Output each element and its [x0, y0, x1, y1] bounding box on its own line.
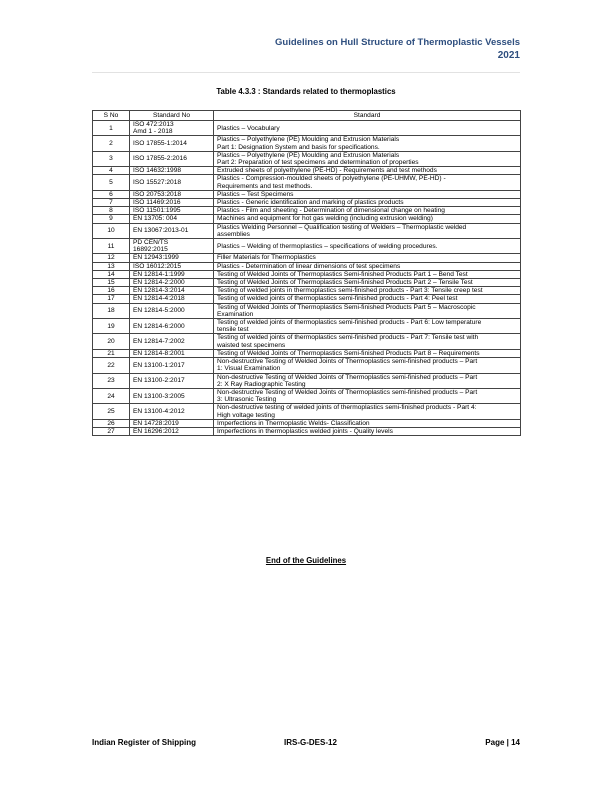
table-header-row: [93, 111, 521, 121]
standard-no-line: ISO 15527:2018: [133, 179, 182, 187]
cell-standard-title: [214, 279, 521, 287]
cell-sno: 13: [93, 262, 130, 270]
cell-sno: 10: [93, 223, 130, 238]
standard-title-line: Plastics - Compression-moulded sheets of polyethylene (PE-UHMW, PE-HD) -: [217, 175, 446, 183]
cell-standard-title: [214, 207, 521, 215]
cell-standard-title: [214, 388, 521, 403]
cell-standard-no: [130, 223, 214, 238]
column-header-sno: S No: [93, 111, 130, 121]
cell-standard-no: [130, 334, 214, 349]
standard-no-line: EN 13705: 004: [133, 215, 177, 223]
cell-standard-no: [130, 373, 214, 388]
standard-title-line: Testing of Welded Joints of Thermoplastics Semi-finished Products Part 8 – Requirements: [217, 349, 480, 357]
cell-standard-title: [214, 215, 521, 223]
cell-sno: 26: [93, 419, 130, 427]
standard-title-line: Testing of Welded Joints of Thermoplastics Semi-finished Products Part 1 – Bend Test: [217, 270, 468, 278]
standard-no-line: EN 13100-4:2012: [133, 407, 185, 415]
cell-standard-title: [214, 270, 521, 278]
standard-title-line: Testing of welded joints in thermoplastics semi-finished products - Part 3: Tensile creep test: [217, 287, 483, 295]
cell-standard-no: [130, 349, 214, 357]
table-row: [93, 270, 521, 278]
cell-standard-title: [214, 404, 521, 419]
standard-title-line: Plastics – Vocabulary: [217, 124, 280, 132]
standard-title-line: tensile test: [217, 326, 249, 334]
table-row: [93, 279, 521, 287]
cell-standard-no: [130, 303, 214, 318]
standard-title-line: waisted test specimens: [217, 341, 286, 349]
cell-sno: 9: [93, 215, 130, 223]
standard-title-line: Non-destructive testing of welded joints of thermoplastics semi-finished products - Part 4:: [217, 404, 477, 412]
standard-title-line: assemblies: [217, 230, 250, 238]
column-header-standard: Standard: [214, 111, 521, 121]
standard-title-line: Plastics Welding Personnel – Qualification testing of Welders – Thermoplastic welded: [217, 223, 467, 231]
table-row: [93, 254, 521, 262]
standard-no-line: EN 13100-1:2017: [133, 361, 185, 369]
cell-standard-no: [130, 215, 214, 223]
standard-no-line: EN 16296:2012: [133, 427, 179, 435]
cell-sno: 2: [93, 136, 130, 151]
table-row: [93, 207, 521, 215]
standard-title-line: Non-destructive Testing of Welded Joints of Thermoplastics semi-finished products – Part: [217, 358, 478, 366]
table-row: [93, 404, 521, 419]
standard-no-line: ISO 17855-2:2016: [133, 155, 187, 163]
standard-title-line: Plastics - Film and sheeting - Determination of dimensional change on heating: [217, 207, 445, 215]
cell-standard-title: [214, 319, 521, 334]
cell-sno: 22: [93, 358, 130, 373]
cell-sno: 17: [93, 295, 130, 303]
standard-no-line: EN 13100-3:2005: [133, 392, 185, 400]
cell-standard-title: [214, 358, 521, 373]
standard-title-line: Part 2: Preparation of test specimens and determination of properties: [217, 159, 419, 167]
standard-title-line: Extruded sheets of polyethylene (PE-HD) - Requirements and test methods: [217, 167, 437, 175]
standard-title-line: 1: Visual Examination: [217, 365, 281, 373]
table-row: [93, 175, 521, 190]
cell-standard-title: [214, 175, 521, 190]
table-row: [93, 223, 521, 238]
cell-sno: 25: [93, 404, 130, 419]
standard-no-line: ISO 20753:2018: [133, 190, 182, 198]
cell-standard-no: [130, 404, 214, 419]
table-row: [93, 199, 521, 207]
cell-standard-no: [130, 270, 214, 278]
standard-no-line: EN 12814-8:2001: [133, 349, 185, 357]
cell-standard-no: [130, 262, 214, 270]
cell-standard-no: [130, 121, 214, 136]
cell-standard-title: [214, 167, 521, 175]
cell-sno: 20: [93, 334, 130, 349]
standard-title-line: Non-destructive Testing of Welded Joints of Thermoplastics semi-finished products – Part: [217, 373, 478, 381]
cell-standard-no: [130, 419, 214, 427]
cell-sno: 21: [93, 349, 130, 357]
cell-standard-no: [130, 254, 214, 262]
footer-document-code: IRS-G-DES-12: [284, 738, 337, 747]
standard-no-line: EN 12814-5:2000: [133, 307, 185, 315]
cell-standard-title: [214, 239, 521, 254]
standard-title-line: Non-destructive Testing of Welded Joints of Thermoplastics semi-finished products – Part: [217, 388, 478, 396]
table-row: [93, 239, 521, 254]
standard-title-line: Testing of welded joints of thermoplastics semi-finished products - Part 7: Tensile test with: [217, 334, 479, 342]
standard-title-line: Testing of Welded Joints of Thermoplastics Semi-finished Products Part 2 – Tensile Test: [217, 279, 473, 287]
standard-no-line: EN 12814-6:2000: [133, 322, 185, 330]
standard-no-line: EN 12943:1999: [133, 254, 179, 262]
standard-no-line: ISO 472:2013: [133, 121, 174, 128]
table-row: [93, 427, 521, 435]
cell-sno: 18: [93, 303, 130, 318]
cell-standard-no: [130, 319, 214, 334]
standard-title-line: Requirements and test methods.: [217, 182, 313, 190]
standard-title-line: Plastics – Polyethylene (PE) Moulding and Extrusion Materials: [217, 136, 400, 144]
cell-standard-title: [214, 190, 521, 198]
end-of-guidelines: End of the Guidelines: [265, 556, 347, 565]
cell-standard-no: [130, 190, 214, 198]
standard-title-line: Part 1: Designation System and basis for specifications.: [217, 143, 380, 151]
table-row: [93, 319, 521, 334]
standard-title-line: Testing of welded joints of thermoplastics semi-finished products - Part 4: Peel test: [217, 295, 458, 303]
column-header-standard-no: Standard No: [130, 111, 214, 121]
cell-standard-no: [130, 358, 214, 373]
document-year: 2021: [497, 50, 520, 61]
standard-title-line: 3: Ultrasonic Testing: [217, 396, 277, 404]
cell-sno: 16: [93, 287, 130, 295]
standard-title-line: Examination: [217, 310, 254, 318]
table-row: [93, 419, 521, 427]
standard-no-line: ISO 17855-1:2014: [133, 140, 187, 147]
standard-title-line: 2: X Ray Radiographic Testing: [217, 380, 306, 388]
header-divider: [92, 72, 520, 73]
table-row: [93, 303, 521, 318]
cell-standard-title: [214, 419, 521, 427]
cell-standard-no: [130, 295, 214, 303]
cell-sno: 27: [93, 427, 130, 435]
cell-standard-title: [214, 287, 521, 295]
cell-sno: 4: [93, 167, 130, 175]
cell-sno: 8: [93, 207, 130, 215]
cell-standard-no: [130, 136, 214, 151]
standard-title-line: Plastics - Determination of linear dimensions of test specimens: [217, 262, 401, 270]
cell-standard-no: [130, 151, 214, 166]
standard-title-line: Testing of Welded Joints of Thermoplastics Semi-finished Products Part 5 – Macroscopic: [217, 303, 476, 311]
table-row: [93, 287, 521, 295]
standard-no-line: EN 12814-4:2018: [133, 295, 185, 303]
table-row: [93, 334, 521, 349]
cell-standard-no: [130, 279, 214, 287]
cell-standard-no: [130, 207, 214, 215]
cell-sno: 14: [93, 270, 130, 278]
table-row: [93, 373, 521, 388]
cell-standard-title: [214, 303, 521, 318]
standard-no-line: EN 12814-1:1999: [133, 270, 185, 278]
table-row: [93, 358, 521, 373]
cell-standard-title: [214, 223, 521, 238]
cell-standard-no: [130, 388, 214, 403]
standard-title-line: High voltage testing: [217, 411, 275, 419]
cell-standard-title: [214, 334, 521, 349]
table-row: [93, 215, 521, 223]
cell-standard-title: [214, 151, 521, 166]
standards-table: [92, 110, 521, 436]
cell-sno: 12: [93, 254, 130, 262]
cell-standard-no: [130, 427, 214, 435]
standard-no-line: PD CEN/TS: [133, 239, 169, 247]
standard-no-line: Amd 1 - 2018: [133, 128, 173, 136]
cell-standard-no: [130, 287, 214, 295]
cell-standard-title: [214, 199, 521, 207]
cell-sno: 6: [93, 190, 130, 198]
cell-standard-title: [214, 373, 521, 388]
cell-standard-title: [214, 349, 521, 357]
cell-sno: 11: [93, 239, 130, 254]
table-row: [93, 136, 521, 151]
table-row: [93, 190, 521, 198]
cell-standard-title: [214, 295, 521, 303]
standard-title-line: Plastics - Generic identification and marking of plastics products: [217, 199, 404, 207]
standard-title-line: Testing of welded joints of thermoplastics semi-finished products - Part 6: Low temperature: [217, 319, 482, 327]
table-row: [93, 349, 521, 357]
cell-standard-title: [214, 427, 521, 435]
table-row: [93, 295, 521, 303]
standard-title-line: Machines and equipment for hot gas welding (including extrusion welding): [217, 215, 433, 223]
cell-sno: 23: [93, 373, 130, 388]
cell-standard-no: [130, 175, 214, 190]
table-row: [93, 151, 521, 166]
cell-standard-no: [130, 167, 214, 175]
standard-no-line: EN 13067:2013-01: [133, 227, 189, 235]
cell-sno: 1: [93, 121, 130, 136]
document-title: Guidelines on Hull Structure of Thermoplastic Vessels: [275, 37, 520, 48]
table-caption: Table 4.3.3 : Standards related to thermoplastics: [216, 87, 396, 96]
cell-standard-no: [130, 239, 214, 254]
standard-no-line: EN 13100-2:2017: [133, 377, 185, 385]
cell-sno: 15: [93, 279, 130, 287]
standard-title-line: Plastics – Welding of thermoplastics – specifications of welding procedures.: [217, 242, 438, 250]
standard-no-line: ISO 11501:1995: [133, 207, 181, 215]
cell-sno: 5: [93, 175, 130, 190]
cell-standard-title: [214, 121, 521, 136]
standard-no-line: EN 12814-7:2002: [133, 338, 185, 346]
standard-no-line: 16892:2015: [133, 246, 168, 254]
table-row: [93, 388, 521, 403]
cell-sno: 7: [93, 199, 130, 207]
cell-sno: 24: [93, 388, 130, 403]
standard-title-line: Filler Materials for Thermoplastics: [217, 254, 316, 262]
standard-title-line: Plastics – Test Specimens: [217, 190, 294, 198]
standard-no-line: ISO 14632:1998: [133, 167, 182, 175]
standard-no-line: ISO 16012:2015: [133, 262, 182, 270]
cell-sno: 19: [93, 319, 130, 334]
cell-sno: 3: [93, 151, 130, 166]
table-row: [93, 121, 521, 136]
footer-organization: Indian Register of Shipping: [92, 738, 196, 747]
cell-standard-title: [214, 254, 521, 262]
standard-no-line: EN 14728:2019: [133, 419, 179, 427]
cell-standard-title: [214, 262, 521, 270]
standard-title-line: Imperfections in Thermoplastic Welds- Classification: [217, 419, 370, 427]
standard-title-line: Plastics – Polyethylene (PE) Moulding and Extrusion Materials: [217, 151, 400, 159]
footer-page-number: Page | 14: [485, 738, 520, 747]
cell-standard-title: [214, 136, 521, 151]
table-row: [93, 167, 521, 175]
standard-no-line: EN 12814-3:2014: [133, 287, 185, 295]
standard-no-line: EN 12814-2:2000: [133, 279, 185, 287]
table-row: [93, 262, 521, 270]
standard-no-line: ISO 11469:2016: [133, 199, 181, 207]
standard-title-line: Imperfections in thermoplastics welded joints - Quality levels: [217, 427, 393, 435]
cell-standard-no: [130, 199, 214, 207]
